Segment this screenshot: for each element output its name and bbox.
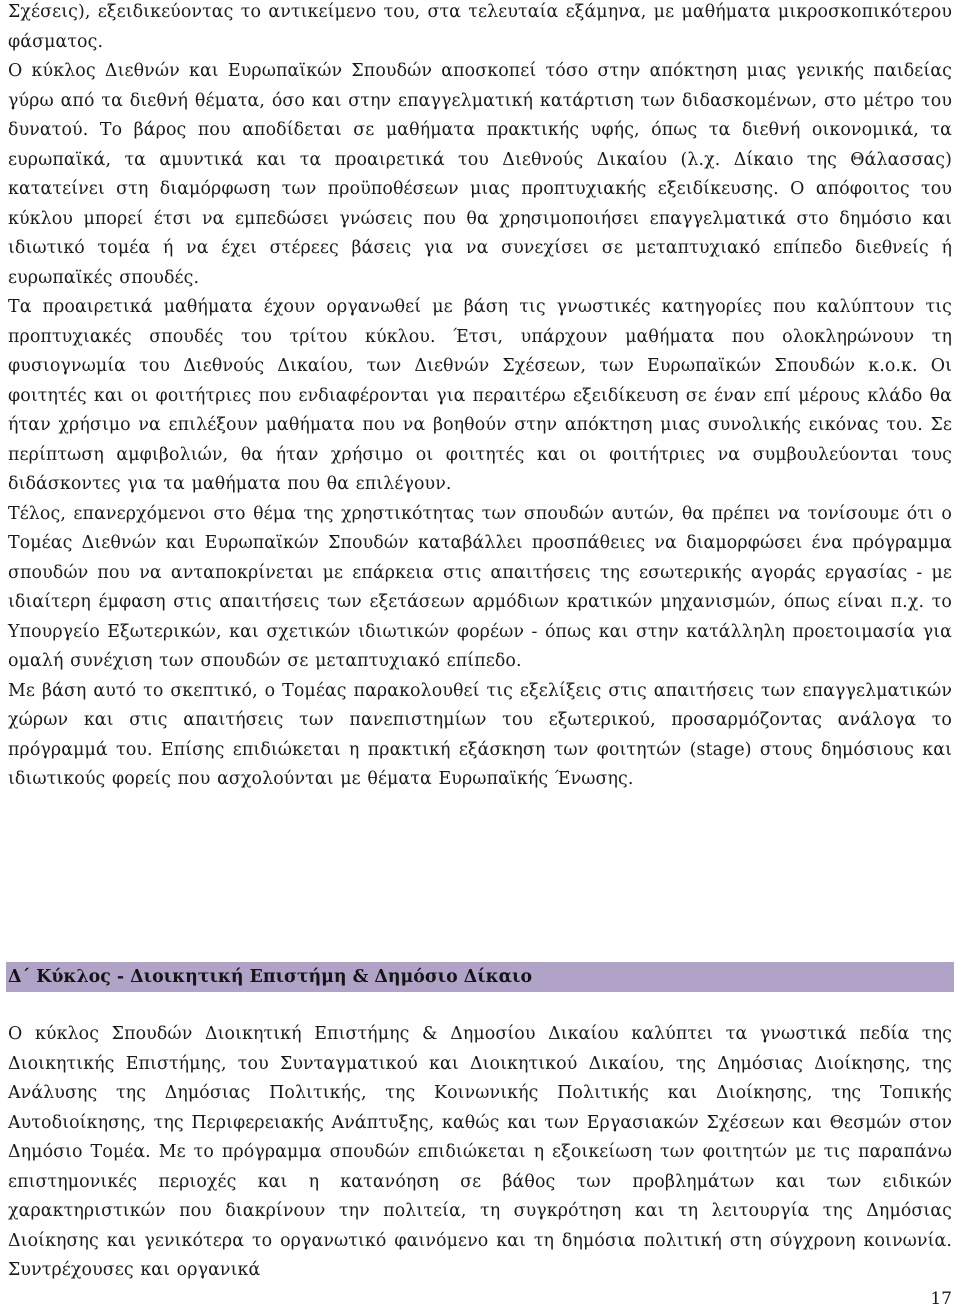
- paragraph-usability: Τέλος, επανερχόμενοι στο θέμα της χρηστικότητας των σπουδών αυτών, θα πρέπει να τονίσουμε ότι ο Τομέας Διεθνών και Ευρωπαϊκών Σπουδών καταβάλλει προσπάθειες να διαμορφώσει ένα πρόγραμμα σπουδών που να ανταποκρίνεται με επάρκεια στις απαιτήσεις της εσωτερικής αγοράς εργασίας - με ιδιαίτερη έμφαση στις απαιτήσεις των εξετάσεων αρμόδιων κρατικών μηχανισμών, όπως είναι π.χ. το Υπουργείο Εξωτερικών, και σχετικών ιδιωτικών φορέων - όπως και στην κατάλληλη προετοιμασία για ομαλή συνέχιση των σπουδών σε μεταπτυχιακό επίπεδο.: [8, 503, 952, 671]
- paragraph-section-description: Ο κύκλος Σπουδών Διοικητική Επιστήμης & Δημοσίου Δικαίου καλύπτει τα γνωστικά πεδία της Διοικητικής Επιστήμης, του Συνταγματικού και Διοικητικού Δικαίου, της Δημόσιας Διοίκησης, της Ανάλυσης της Δημόσιας Πολιτικής, της Κοινωνικής Πολιτικής και Διοίκησης, της Τοπικής Αυτοδιοίκησης, της Περιφερειακής Ανάπτυξης, καθώς και των Εργασιακών Σχέσεων και Θεσμών στον Δημόσιο Τομέα. Με το πρόγραμμα σπουδών επιδιώκεται η εξοικείωση των φοιτητών με τις παραπάνω επιστημονικές περιοχές και η κατανόηση σε βάθος των προβλημάτων και των ειδικών χαρακτηριστικών που διακρίνουν την πολιτεία, τη συγκρότηση και τη λειτουργία της Δημόσιας Διοίκησης και γενικότερα το οργανωτικό φαινόμενο και τη δημόσια πολιτική στη σύγχρονη κοινωνία. Συντρέχουσες και οργανικά: [8, 1024, 952, 1280]
- page-number: 17: [930, 1289, 952, 1309]
- paragraph-professional-requirements: Με βάση αυτό το σκεπτικό, ο Τομέας παρακολουθεί τις εξελίξεις στις απαιτήσεις των επαγγελματικών χώρων και στις απαιτήσεις των πανεπιστημίων του εξωτερικού, προσαρμόζοντας ανάλογα το πρόγραμμά του. Επίσης επιδιώκεται η πρακτική εξάσκηση των φοιτητών (stage) στους δημόσιους και ιδιωτικούς φορείς που ασχολούνται με θέματα Ευρωπαϊκής Ένωσης.: [8, 680, 952, 789]
- paragraph-cycle-overview: Ο κύκλος Διεθνών και Ευρωπαϊκών Σπουδών αποσκοπεί τόσο στην απόκτηση μιας γενικής παιδείας γύρω από τα διεθνή θέματα, όσο και στην επαγγελματική κατάρτιση των διδασκομένων, στο μέτρο του δυνατού. Το βάρος που αποδίδεται σε μαθήματα πρακτικής υφής, όπως τα διεθνή οικονομικά, τα ευρωπαϊκά, τα αμυντικά και τα προαιρετικά του Διεθνούς Δικαίου (λ.χ. Δίκαιο της Θάλασσας) κατατείνει στη διαμόρφωση των προϋποθέσεων μιας προπτυχιακής εξειδίκευσης. Ο απόφοιτος του κύκλου μπορεί έτσι να εμπεδώσει γνώσεις που θα χρησιμοποιήσει επαγγελματικά στο δημόσιο και ιδιωτικό τομέα ή να έχει στέρεες βάσεις για να συνεχίσει σε μεταπτυχιακό επίπεδο διεθνείς ή ευρωπαϊκές σπουδές.: [8, 61, 952, 288]
- document-body: [8, 0, 952, 795]
- section-heading: Δ΄ Κύκλος - Διοικητική Επιστήμη & Δημόσιο Δίκαιο: [6, 962, 954, 992]
- paragraph-continuation: Σχέσεις), εξειδικεύοντας το αντικείμενο του, στα τελευταία εξάμηνα, με μαθήματα μικροσκοπικότερου φάσματος.: [8, 2, 952, 52]
- paragraph-elective-courses: Τα προαιρετικά μαθήματα έχουν οργανωθεί με βάση τις γνωστικές κατηγορίες που καλύπτουν τις προπτυχιακές σπουδές του τρίτου κύκλου. Έτσι, υπάρχουν μαθήματα που ολοκληρώνουν τη φυσιογνωμία του Διεθνούς Δικαίου, των Διεθνών Σχέσεων, των Ευρωπαϊκών Σπουδών κ.ο.κ. Οι φοιτητές και οι φοιτήτριες που ενδιαφέρονται για περαιτέρω εξειδίκευση σε έναν επί μέρους κλάδο θα ήταν χρήσιμο να επιλέξουν μαθήματα που να βοηθούν στην απόκτηση μιας συνολικής εικόνας του. Σε περίπτωση αμφιβολιών, θα ήταν χρήσιμο οι φοιτητές και οι φοιτήτριες να συμβουλεύονται τους διδάσκοντες για τα μαθήματα που θα επιλέγουν.: [8, 297, 952, 494]
- section-body: [8, 1020, 952, 1286]
